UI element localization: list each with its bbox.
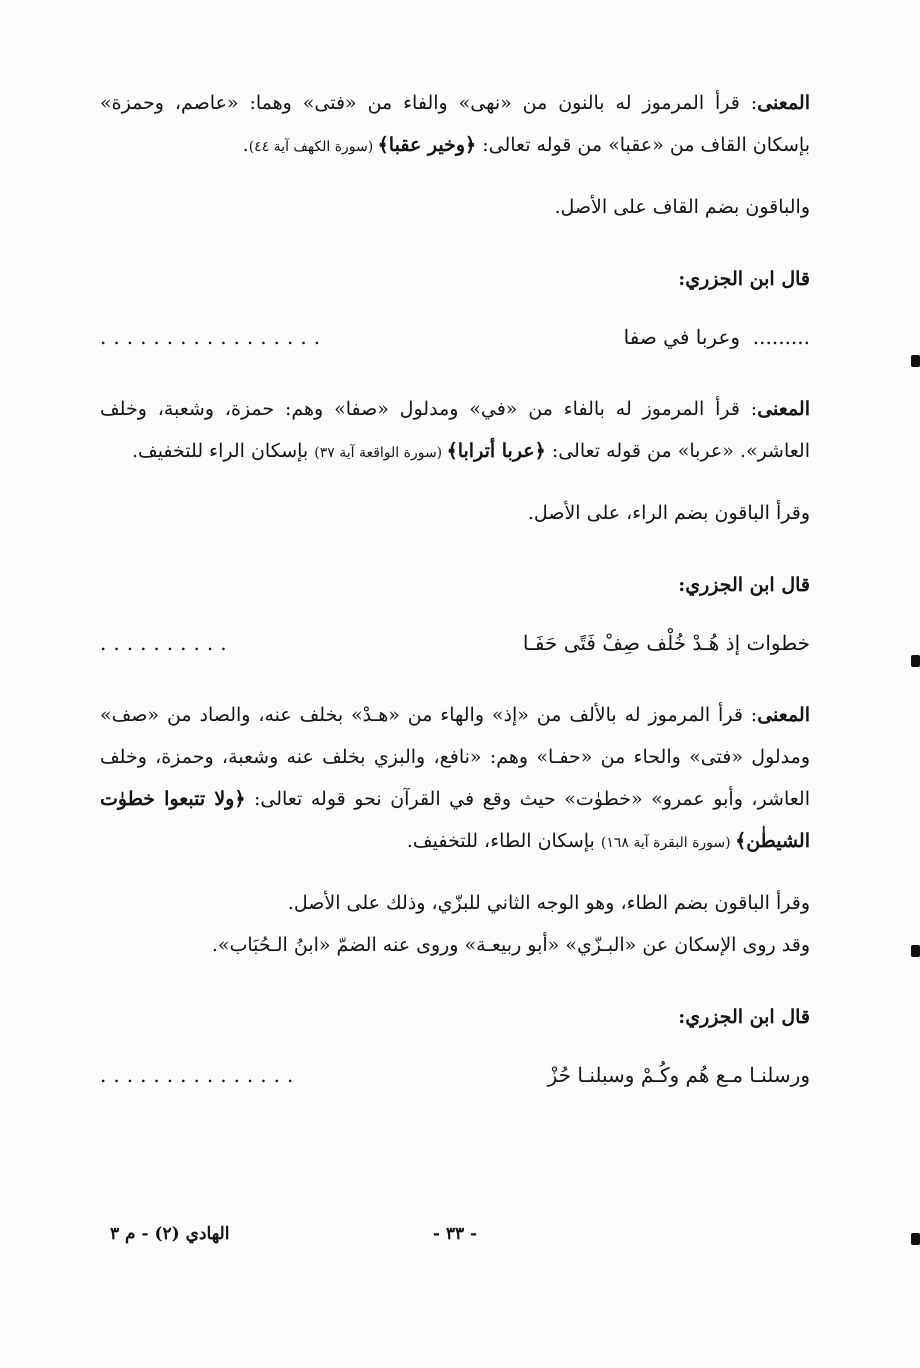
margin-mark: [911, 655, 920, 667]
section-heading-1: قال ابن الجزري:: [678, 268, 810, 290]
verse-line-2: خطوات إذ هُـدْ خُلْف صِفْ فَتًى حَفَـا ..........: [100, 631, 810, 655]
verse-line-1: ......... وعربا في صفا .................: [100, 325, 810, 349]
page-footer: [100, 1224, 810, 1254]
section-heading-2: قال ابن الجزري:: [678, 574, 810, 596]
page-number: - ٣٣ -: [432, 1224, 478, 1244]
narration-paragraph: وقد روى الإسكان عن «البـزّي» «أبو ربيعـة» وروى عنه الضمّ «ابنُ الـحُبَاب».: [211, 934, 810, 956]
page-content: [100, 82, 810, 1096]
remainder-paragraph-2: وقرأ الباقون بضم الراء، على الأصل.: [527, 502, 810, 524]
book-reference: الهادي (٢) - م ٣: [110, 1224, 230, 1244]
margin-mark: [911, 945, 920, 957]
meaning-paragraph-1: المعنى: قرأ المرموز له بالنون من «نهى» والفاء من «فتى» وهما: «عاصم، وحمزة» بإسكان القاف من «عقبا» من قوله تعالى: ﴿وخير عقبا﴾ (سورة الكهف آية ٤٤).: [100, 92, 810, 156]
verse-line-3: ورسلنـا مـع هُم وكُـمْ وسبلنـا حُزْ ...............: [100, 1063, 810, 1087]
remainder-paragraph-3: وقرأ الباقون بضم الطاء، وهو الوجه الثاني للبزّي، وذلك على الأصل.: [287, 892, 810, 914]
remainder-paragraph-1: والباقون بضم القاف على الأصل.: [554, 196, 810, 218]
meaning-paragraph-3: المعنى: قرأ المرموز له بالألف من «إذ» والهاء من «هـدْ» بخلف عنه، والصاد من «صف» ومدلول «فتى» والحاء من «حفـا» وهم: «نافع، والبزي بخلف عنه وشعبة، وحمزة، وخلف العاشر، وأبو عمرو» «خطوٰت» حيث وقع في القرآن نحو قوله تعالى: ﴿ولا تتبعوا خطوٰت الشيطٰن﴾ (سورة البقرة آية ١٦٨) بإسكان الطاء، للتخفيف.: [100, 704, 810, 852]
margin-mark: [911, 355, 920, 367]
meaning-paragraph-2: المعنى: قرأ المرموز له بالفاء من «في» ومدلول «صفا» وهم: حمزة، وشعبة، وخلف العاشر». «عربا» من قوله تعالى: ﴿عربا أترابا﴾ (سورة الواقعة آية ٣٧) بإسكان الراء للتخفيف.: [100, 398, 810, 462]
section-heading-3: قال ابن الجزري:: [678, 1006, 810, 1028]
margin-mark: [911, 1233, 920, 1245]
